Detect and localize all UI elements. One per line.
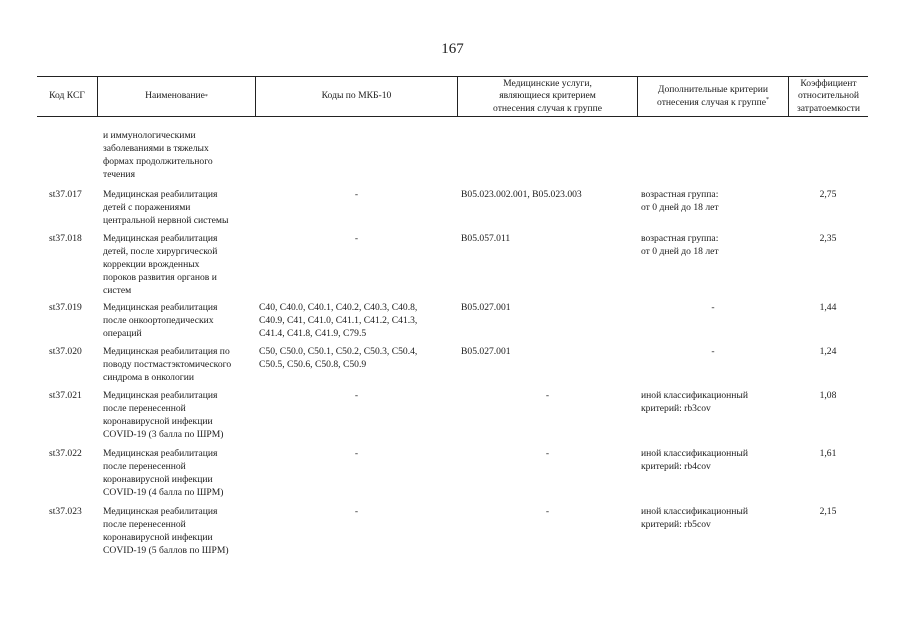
row-mkb-line: C40.9, C41, C41.0, C41.1, C41.2, C41.3, [259,315,418,326]
row-code: st37.018 [49,233,82,244]
row-name-line: COVID-19 (3 балла по ШРМ) [103,429,224,440]
ksg-table [37,76,868,556]
row-mkb [255,389,457,441]
row-coef: 2,15 [819,506,837,517]
table-row [37,129,868,181]
row-extra-line: от 0 дней до 18 лет [641,246,719,257]
row-name-line: коронавирусной инфекции [103,416,213,427]
row-extra-line: - [711,302,715,313]
row-name [97,129,255,181]
row-coef: 2,35 [819,233,837,244]
row-name-line: после онкоортопедических [103,315,214,326]
row-name-line: коронавирусной инфекции [103,532,213,543]
table-row [37,389,868,441]
row-name [97,505,255,557]
row-coef: 1,08 [819,390,837,401]
row-name-line: систем [103,285,132,296]
row-name-line: Медицинская реабилитация по [103,346,230,357]
row-name-line: формах продолжительного [103,156,213,167]
header-mkb: Коды по МКБ-10 [255,77,457,116]
row-name [97,188,255,227]
row-name-line: Медицинская реабилитация [103,506,218,517]
row-mkb [255,188,457,227]
table-row [37,447,868,499]
header-coef: Коэффициент относительной затратоемкости [788,77,868,116]
table-row [37,345,868,384]
row-mkb-line: - [354,233,359,244]
row-code: st37.019 [49,302,82,313]
row-name-line: COVID-19 (4 балла по ШРМ) [103,487,224,498]
table-header [37,77,868,117]
row-code [37,129,97,181]
row-extra-line: от 0 дней до 18 лет [641,202,719,213]
row-extra-line: критерий: rb4cov [641,461,711,472]
row-mkb [255,232,457,297]
row-extra [637,505,788,557]
row-code: st37.023 [49,506,82,517]
row-name-line: и иммунологическими [103,130,196,141]
row-extra-line: критерий: rb3cov [641,403,711,414]
row-mkb-line: - [354,448,359,459]
row-extra-line: иной классификационный [641,448,748,459]
row-name [97,301,255,340]
row-coef: 2,75 [819,189,837,200]
row-mkb [255,301,457,340]
row-coef: 1,24 [819,346,837,357]
row-extra [637,301,788,340]
row-name-line: Медицинская реабилитация [103,189,218,200]
row-mkb [255,505,457,557]
header-extra: Дополнительные критерии отнесения случая к группе* [637,77,788,116]
row-extra-line: возрастная группа: [641,189,719,200]
row-services [457,232,637,297]
row-services-line: - [545,506,550,517]
row-extra [637,129,788,181]
row-name-line: Медицинская реабилитация [103,302,218,313]
row-coef: 1,44 [819,302,837,313]
row-extra-line: иной классификационный [641,506,748,517]
row-name [97,389,255,441]
row-mkb-line: - [354,390,359,401]
row-services [457,129,637,181]
row-services-line: B05.027.001 [461,302,511,313]
row-mkb-line: - [354,506,359,517]
row-name-line: после перенесенной [103,461,186,472]
row-services [457,505,637,557]
row-services-line: B05.027.001 [461,346,511,357]
row-name-line: COVID-19 (5 баллов по ШРМ) [103,545,229,556]
row-coef [788,129,868,181]
row-extra-line: иной классификационный [641,390,748,401]
row-services [457,345,637,384]
row-mkb-line: C50.5, C50.6, C50.8, C50.9 [259,359,367,370]
row-mkb [255,129,457,181]
row-name-line: Медицинская реабилитация [103,448,218,459]
row-name-line: коррекции врожденных [103,259,200,270]
row-name-line: течения [103,169,135,180]
row-services [457,447,637,499]
row-services [457,301,637,340]
row-name-line: пороков развития органов и [103,272,217,283]
row-extra-line: критерий: rb5cov [641,519,711,530]
page-number: 167 [441,41,464,57]
row-name-line: детей с поражениями [103,202,191,213]
row-coef: 1,61 [819,448,837,459]
row-code: st37.021 [49,390,82,401]
row-mkb-line: C41.4, C41.8, C41.9, C79.5 [259,328,367,339]
row-name-line: коронавирусной инфекции [103,474,213,485]
row-name-line: заболеваниями в тяжелых [103,143,209,154]
header-services: Медицинские услуги, являющиеся критерием отнесения случая к группе [457,77,637,116]
row-services-line: B05.023.002.001, B05.023.003 [461,189,582,200]
row-name-line: поводу постмастэктомического [103,359,232,370]
row-mkb [255,447,457,499]
row-services [457,389,637,441]
row-name-line: детей, после хирургической [103,246,218,257]
row-name-line: после перенесенной [103,403,186,414]
row-code: st37.017 [49,189,82,200]
row-code: st37.020 [49,346,82,357]
row-name [97,447,255,499]
row-mkb-line: C40, C40.0, C40.1, C40.2, C40.3, C40.8, [259,302,418,313]
row-mkb [255,345,457,384]
row-services [457,188,637,227]
row-name [97,345,255,384]
row-extra-line: возрастная группа: [641,233,719,244]
header-name: Наименование * [97,77,255,116]
row-extra [637,232,788,297]
row-extra [637,447,788,499]
table-row [37,505,868,557]
row-name-line: центральной нервной системы [103,215,229,226]
header-code: Код КСГ [49,90,85,102]
row-mkb-line: C50, C50.0, C50.1, C50.2, C50.3, C50.4, [259,346,418,357]
row-extra [637,188,788,227]
row-name-line: после перенесенной [103,519,186,530]
row-name-line: Медицинская реабилитация [103,233,218,244]
row-code: st37.022 [49,448,82,459]
row-name-line: синдрома в онкологии [103,372,194,383]
row-services-line: B05.057.011 [461,233,511,244]
row-name-line: Медицинская реабилитация [103,390,218,401]
table-row [37,232,868,297]
row-name-line: операций [103,328,142,339]
row-services-line: - [545,390,550,401]
row-name [97,232,255,297]
row-extra [637,389,788,441]
row-services-line: - [545,448,550,459]
row-extra [637,345,788,384]
table-row [37,188,868,227]
row-mkb-line: - [354,189,359,200]
row-extra-line: - [711,346,715,357]
table-row [37,301,868,340]
